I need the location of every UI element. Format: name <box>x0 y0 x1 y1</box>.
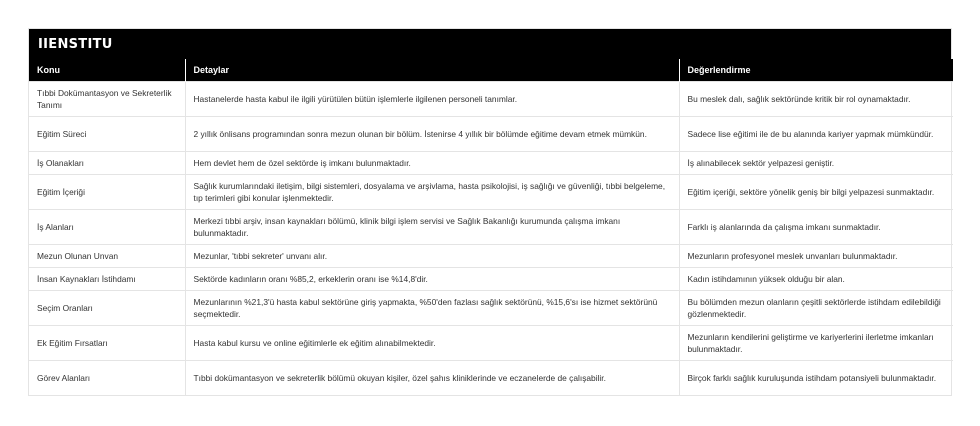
table-row <box>29 209 953 244</box>
table-row <box>29 174 953 209</box>
cell-details: Merkezi tıbbi arşiv, insan kaynakları bölümü, klinik bilgi işlem servisi ve Sağlık Bakanlığı kurumunda çalışma imkanı bulunmaktadır. <box>185 209 679 244</box>
cell-topic: Görev Alanları <box>29 360 185 395</box>
table-row <box>29 325 953 360</box>
cell-topic: Eğitim Süreci <box>29 116 185 151</box>
table-row <box>29 116 953 151</box>
cell-details: Sağlık kurumlarındaki iletişim, bilgi sistemleri, dosyalama ve arşivlama, hasta psikolojisi, iş sağlığı ve güvenliği, tıbbi belgeleme, tıp terimleri gibi konular işlenmektedir. <box>185 174 679 209</box>
cell-evaluation: İş alınabilecek sektör yelpazesi geniştir. <box>679 151 953 174</box>
cell-details: Hasta kabul kursu ve online eğitimlerle ek eğitim alınabilmektedir. <box>185 325 679 360</box>
cell-evaluation: Kadın istihdamının yüksek olduğu bir alan. <box>679 267 953 290</box>
cell-evaluation: Bu bölümden mezun olanların çeşitli sektörlerde istihdam edilebildiği gözlenmektedir. <box>679 290 953 325</box>
brand-header <box>29 29 951 59</box>
column-header-konu: Konu <box>29 59 185 81</box>
cell-evaluation: Mezunların profesyonel meslek unvanları bulunmaktadır. <box>679 244 953 267</box>
cell-evaluation: Eğitim içeriği, sektöre yönelik geniş bir bilgi yelpazesi sunmaktadır. <box>679 174 953 209</box>
cell-details: Hastanelerde hasta kabul ile ilgili yürütülen bütün işlemlerle ilgilenen personeli tanımlar. <box>185 81 679 116</box>
cell-topic: İş Alanları <box>29 209 185 244</box>
cell-topic: Eğitim İçeriği <box>29 174 185 209</box>
column-header-detaylar: Detaylar <box>185 59 679 81</box>
column-header-degerlendirme: Değerlendirme <box>679 59 953 81</box>
cell-topic: Mezun Olunan Unvan <box>29 244 185 267</box>
cell-details: Hem devlet hem de özel sektörde iş imkanı bulunmaktadır. <box>185 151 679 174</box>
table-row <box>29 290 953 325</box>
cell-topic: Ek Eğitim Fırsatları <box>29 325 185 360</box>
cell-topic: İş Olanakları <box>29 151 185 174</box>
content-card <box>28 28 952 396</box>
cell-evaluation: Farklı iş alanlarında da çalışma imkanı sunmaktadır. <box>679 209 953 244</box>
table-row <box>29 267 953 290</box>
cell-evaluation: Sadece lise eğitimi ile de bu alanında kariyer yapmak mümkündür. <box>679 116 953 151</box>
cell-evaluation: Mezunların kendilerini geliştirme ve kariyerlerini ilerletme imkanları bulunmaktadır. <box>679 325 953 360</box>
cell-evaluation: Birçok farklı sağlık kuruluşunda istihdam potansiyeli bulunmaktadır. <box>679 360 953 395</box>
cell-topic: Seçim Oranları <box>29 290 185 325</box>
table-row <box>29 360 953 395</box>
table-row <box>29 81 953 116</box>
cell-evaluation: Bu meslek dalı, sağlık sektöründe kritik bir rol oynamaktadır. <box>679 81 953 116</box>
cell-details: Mezunlarının %21,3'ü hasta kabul sektörüne giriş yapmakta, %50'den fazlası sağlık sektörünü, %15,6'sı ise hizmet sektörünü seçmektedir. <box>185 290 679 325</box>
cell-details: 2 yıllık önlisans programından sonra mezun olunan bir bölüm. İstenirse 4 yıllık bir bölümde eğitime devam etmek mümkün. <box>185 116 679 151</box>
table-row <box>29 151 953 174</box>
table-row <box>29 244 953 267</box>
cell-details: Mezunlar, 'tıbbi sekreter' unvanı alır. <box>185 244 679 267</box>
brand-logo-text: IIENSTITU <box>38 36 113 52</box>
cell-topic: Tıbbi Dokümantasyon ve Sekreterlik Tanımı <box>29 81 185 116</box>
cell-details: Sektörde kadınların oranı %85,2, erkeklerin oranı ise %14,8'dir. <box>185 267 679 290</box>
table-header-row <box>29 59 953 81</box>
cell-details: Tıbbi dokümantasyon ve sekreterlik bölümü okuyan kişiler, özel şahıs kliniklerinde ve eczanelerde de çalışabilir. <box>185 360 679 395</box>
info-table <box>29 59 953 395</box>
cell-topic: İnsan Kaynakları İstihdamı <box>29 267 185 290</box>
